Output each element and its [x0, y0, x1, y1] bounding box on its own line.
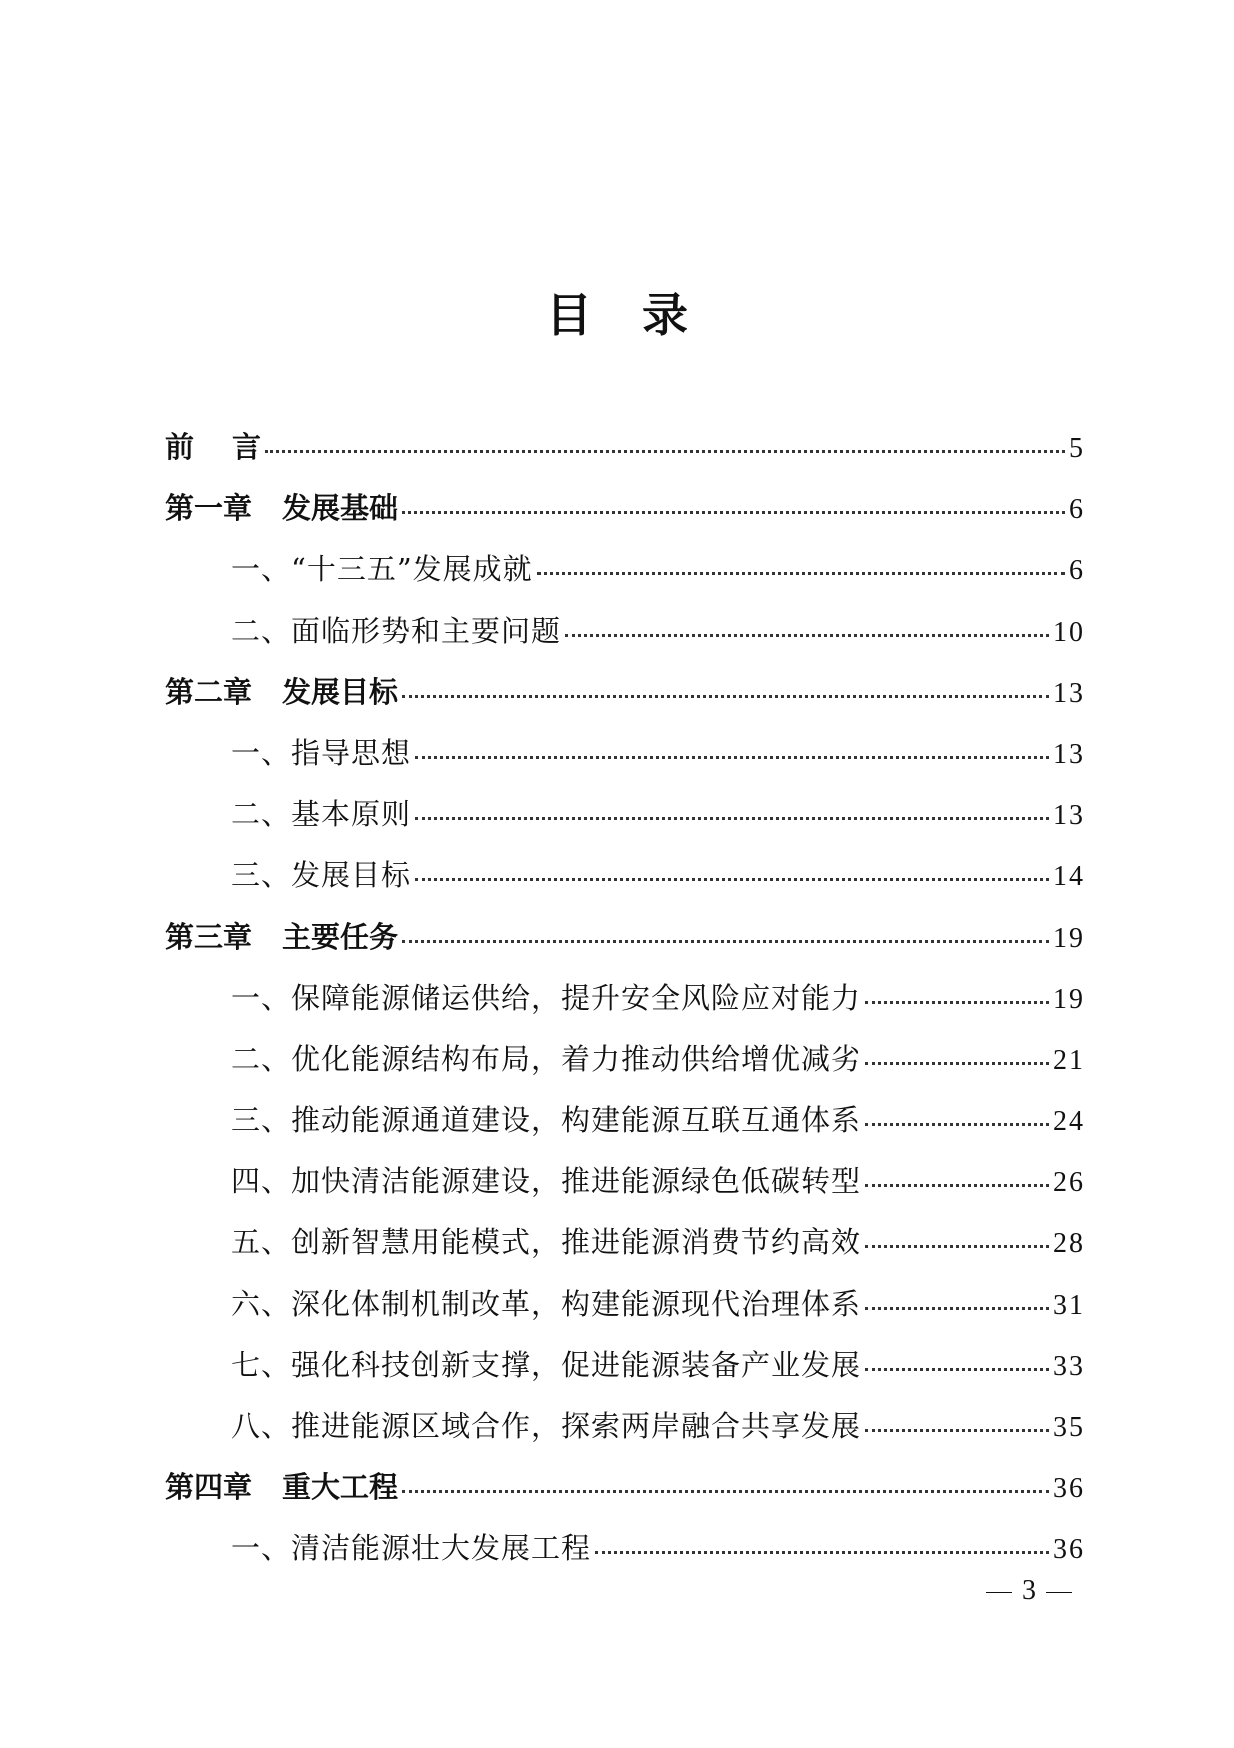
toc-entry-label: [165, 1457, 398, 1518]
toc-entry-label: [231, 723, 411, 784]
toc-section-entry[interactable]: [165, 1518, 1085, 1579]
section-number: 一、: [231, 980, 292, 1015]
section-number: 七、: [231, 1347, 292, 1382]
toc-section-entry[interactable]: [165, 845, 1085, 906]
toc-entry-label: [231, 1274, 861, 1335]
toc-section-entry[interactable]: [165, 601, 1085, 662]
footer-dash-left: [986, 1592, 1012, 1593]
toc-page-number: 35: [1053, 1412, 1085, 1443]
dot-leader: [865, 1429, 1049, 1432]
dot-leader: [865, 1368, 1049, 1371]
toc-page-number: 10: [1053, 616, 1085, 648]
dot-leader: [402, 511, 1065, 514]
toc-entry-label: [231, 1151, 861, 1212]
section-title: 推动能源通道建设，构建能源互联互通体系: [291, 1103, 862, 1138]
toc-entries: [165, 478, 1085, 1579]
toc-entry-label: [165, 907, 398, 968]
toc-section-entry[interactable]: [165, 1335, 1085, 1396]
dot-leader: [865, 1307, 1049, 1310]
toc-page-number: 19: [1053, 983, 1085, 1015]
toc-page-number: 19: [1053, 922, 1085, 954]
section-title: 强化科技创新支撑，促进能源装备产业发展: [291, 1347, 862, 1382]
toc-page-number: 33: [1053, 1350, 1085, 1382]
section-title: 创新智慧用能模式，推进能源消费节约高效: [291, 1225, 862, 1260]
toc-section-entry[interactable]: [165, 968, 1085, 1029]
toc-page-number: 6: [1069, 494, 1085, 526]
toc-entry-label: [231, 539, 533, 600]
toc-entry-label: [231, 1518, 591, 1579]
section-number: 三、: [231, 1103, 292, 1138]
dot-leader: [537, 572, 1065, 575]
dot-leader: [595, 1551, 1049, 1554]
toc-entry-label: [231, 1090, 861, 1151]
toc-page-number: 5: [1069, 433, 1085, 464]
toc-entry-label: [231, 1335, 861, 1396]
toc-entry-foreword[interactable]: [165, 417, 1085, 478]
toc-section-entry[interactable]: [165, 784, 1085, 845]
toc-entry-label: [231, 1029, 861, 1090]
section-number: 二、: [231, 797, 292, 832]
section-title: 加快清洁能源建设，推进能源绿色低碳转型: [291, 1164, 862, 1199]
toc-section-entry[interactable]: [165, 1396, 1085, 1457]
dot-leader: [402, 695, 1049, 698]
section-number: 一、: [231, 1531, 292, 1566]
section-number: 五、: [231, 1225, 292, 1260]
footer-dash-right: [1046, 1592, 1072, 1593]
foreword-char-1: 前: [165, 430, 195, 464]
dot-leader: [415, 817, 1049, 820]
toc-entry-label: [231, 845, 411, 906]
toc-page-number: 28: [1053, 1228, 1085, 1260]
section-title: 推进能源区域合作，探索两岸融合共享发展: [291, 1409, 862, 1443]
toc-page-number: 14: [1053, 861, 1085, 893]
toc-chapter-entry[interactable]: [165, 662, 1085, 723]
toc-page-number: 13: [1053, 738, 1085, 770]
toc-entry-label: [165, 662, 398, 723]
dot-leader: [415, 878, 1049, 881]
chapter-number: 第一章: [165, 491, 253, 526]
section-title: 基本原则: [291, 797, 412, 832]
section-number: 一、: [231, 552, 292, 587]
footer-page-number: 3: [1022, 1575, 1036, 1606]
toc-page-number: 13: [1053, 677, 1085, 709]
page-footer: [976, 1575, 1082, 1607]
toc-chapter-entry[interactable]: [165, 907, 1085, 968]
chapter-title: 发展目标: [282, 674, 399, 709]
section-title: 发展目标: [291, 858, 412, 893]
dot-leader: [265, 450, 1065, 453]
toc-section-entry[interactable]: [165, 1274, 1085, 1335]
dot-leader: [865, 1001, 1049, 1004]
section-title: 面临形势和主要问题: [291, 613, 562, 648]
chapter-title: 发展基础: [282, 491, 399, 526]
toc-page-number: 13: [1053, 800, 1085, 832]
toc-page-number: 6: [1069, 555, 1085, 587]
section-title: 保障能源储运供给，提升安全风险应对能力: [291, 980, 862, 1015]
section-number: 八、: [231, 1409, 292, 1443]
toc-page-number: 36: [1053, 1534, 1085, 1566]
dot-leader: [565, 634, 1049, 637]
title-char-1: 目: [546, 288, 592, 342]
dot-leader: [865, 1184, 1049, 1187]
toc-entry-label: [165, 478, 398, 539]
dot-leader: [865, 1062, 1049, 1065]
toc-entry-label: [231, 968, 861, 1029]
title-char-2: 录: [642, 288, 688, 342]
toc-page-number: 36: [1053, 1473, 1085, 1505]
toc-section-entry[interactable]: [165, 723, 1085, 784]
section-number: 六、: [231, 1286, 292, 1321]
section-title: 指导思想: [291, 735, 412, 770]
toc-entry-label: [165, 417, 261, 478]
toc-section-entry[interactable]: [165, 539, 1085, 600]
chapter-title: 重大工程: [282, 1470, 399, 1505]
section-title: 深化体制机制改革，构建能源现代治理体系: [291, 1286, 862, 1321]
toc-page-number: 24: [1053, 1106, 1085, 1138]
section-number: 二、: [231, 613, 292, 648]
dot-leader: [415, 756, 1049, 759]
toc-page-number: 31: [1053, 1289, 1085, 1321]
toc-chapter-entry[interactable]: [165, 1457, 1085, 1518]
toc-entry-label: [231, 1212, 861, 1273]
section-number: 四、: [231, 1164, 292, 1199]
chapter-number: 第二章: [165, 674, 253, 709]
toc-entry-label: [231, 1396, 861, 1457]
table-of-contents: [165, 417, 1085, 1580]
section-title: 优化能源结构布局，着力推动供给增优减劣: [291, 1041, 862, 1076]
chapter-number: 第四章: [165, 1470, 253, 1505]
dot-leader: [402, 1490, 1049, 1493]
toc-entry-label: [231, 601, 561, 662]
section-title: 清洁能源壮大发展工程: [291, 1531, 592, 1566]
page-title: [0, 285, 1234, 345]
toc-chapter-entry[interactable]: [165, 478, 1085, 539]
toc-section-entry[interactable]: [165, 1090, 1085, 1151]
toc-page-number: 21: [1053, 1044, 1085, 1076]
section-title: “十三五”发展成就: [291, 552, 533, 587]
section-number: 三、: [231, 858, 292, 893]
section-number: 一、: [231, 735, 292, 770]
toc-section-entry[interactable]: [165, 1029, 1085, 1090]
section-number: 二、: [231, 1041, 292, 1076]
toc-section-entry[interactable]: [165, 1212, 1085, 1273]
dot-leader: [865, 1123, 1049, 1126]
chapter-title: 主要任务: [282, 919, 399, 954]
toc-entry-label: [231, 784, 411, 845]
dot-leader: [865, 1245, 1049, 1248]
dot-leader: [402, 940, 1049, 943]
foreword-char-2: 言: [232, 430, 262, 464]
toc-page-number: 26: [1053, 1167, 1085, 1199]
chapter-number: 第三章: [165, 919, 253, 954]
toc-section-entry[interactable]: [165, 1151, 1085, 1212]
